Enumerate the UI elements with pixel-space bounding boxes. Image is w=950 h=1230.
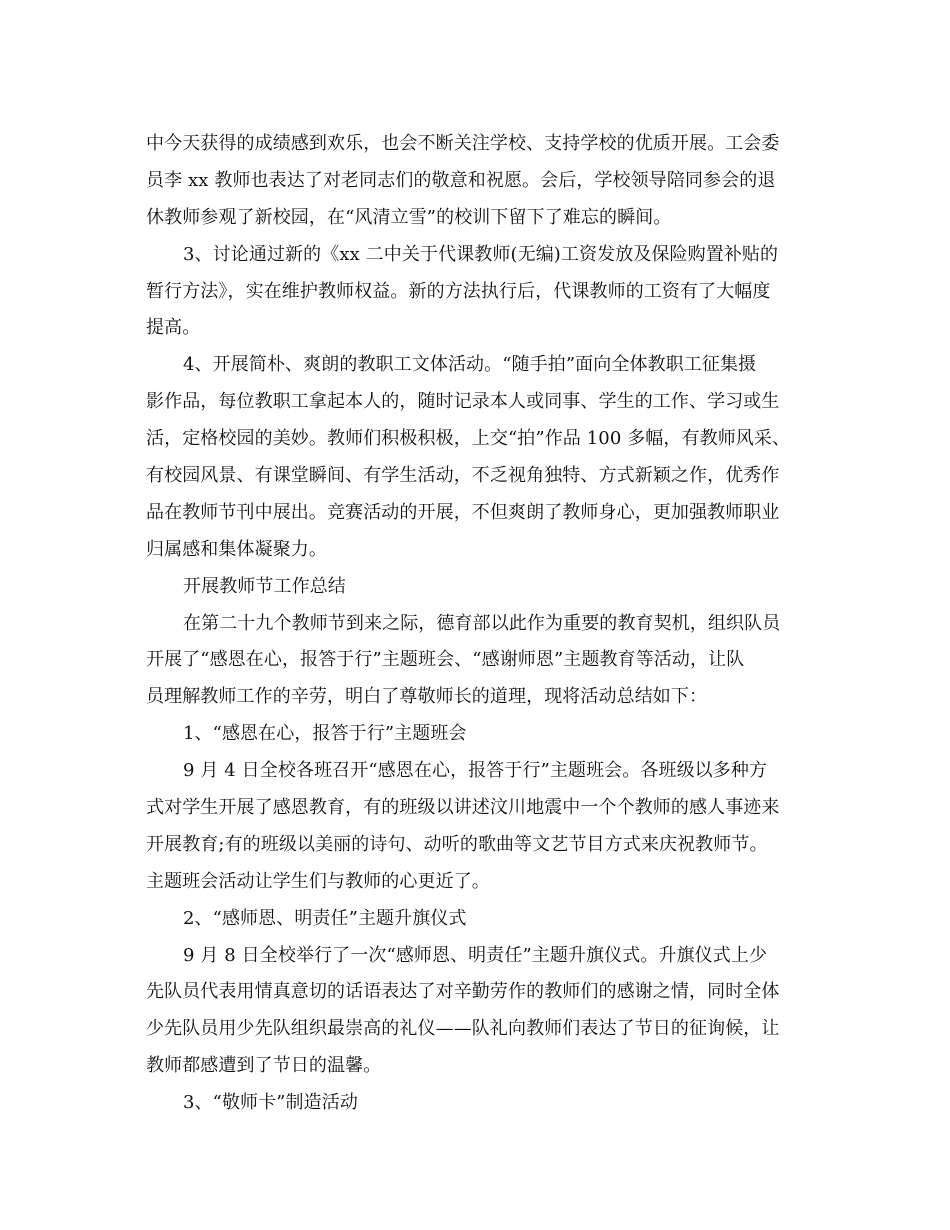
text-line: 中今天获得的成绩感到欢乐，也会不断关注学校、支持学校的优质开展。工会委	[146, 133, 780, 154]
text-line: 活，定格校园的美妙。教师们积极积极，上交“拍”作品 100 多幅，有教师风采、	[146, 428, 791, 450]
text-line: 主题班会活动让学生们与教师的心更近了。	[146, 870, 490, 892]
text-line: 在第二十九个教师节到来之际，德育部以此作为重要的教育契机，组织队员	[183, 612, 781, 634]
text-line: 4、开展简朴、爽朗的教职工文体活动。“随手拍”面向全体教职工征集摄	[183, 354, 757, 376]
text-line: 教师都感遭到了节日的温馨。	[146, 1055, 382, 1077]
text-line: 暂行方法》，实在维护教师权益。新的方法执行后，代课教师的工资有了大幅度	[146, 280, 771, 302]
subsection-heading: 3、“敬师卡”制造活动	[183, 1092, 358, 1114]
text-line: 9 月 8 日全校举行了一次“感师恩、明责任”主题升旗仪式。升旗仪式上少	[183, 944, 768, 966]
text-line: 3、讨论通过新的《xx 二中关于代课教师(无编)工资发放及保险购置补贴的	[183, 243, 779, 265]
text-line: 开展教育;有的班级以美丽的诗句、动听的歌曲等文艺节目方式来庆祝教师节。	[146, 833, 768, 855]
text-line: 品在教师节刊中展出。竞赛活动的开展，不但爽朗了教师身心，更加强教师职业	[146, 501, 780, 523]
text-line: 少先队员用少先队组织最崇高的礼仪——队礼向教师们表达了节日的征询候，让	[146, 1018, 780, 1040]
text-line: 开展了“感恩在心，报答于行”主题班会、“感谢师恩”主题教育等活动，让队	[146, 649, 745, 671]
text-line: 员理解教师工作的辛劳，明白了尊敬师长的道理，现将活动总结如下：	[146, 686, 708, 708]
section-heading: 开展教师节工作总结	[183, 575, 346, 597]
text-line: 9 月 4 日全校各班召开“感恩在心，报答于行”主题班会。各班级以多种方	[183, 760, 768, 782]
subsection-heading: 1、“感恩在心，报答于行”主题班会	[183, 723, 467, 745]
text-line: 先队员代表用情真意切的话语表达了对辛勤劳作的教师们的感谢之情，同时全体	[146, 981, 780, 1003]
subsection-heading: 2、“感师恩、明责任”主题升旗仪式	[183, 907, 467, 929]
text-line: 提高。	[146, 317, 201, 339]
text-line: 休教师参观了新校园，在“风清立雪”的校训下留下了难忘的瞬间。	[146, 206, 672, 228]
text-line: 影作品，每位教职工拿起本人的，随时记录本人或同事、学生的工作、学习或生	[146, 391, 780, 413]
document-body	[146, 126, 810, 1122]
text-line: 有校园风景、有课堂瞬间、有学生活动，不乏视角独特、方式新颖之作，优秀作	[146, 465, 780, 487]
text-line: 员李 xx 教师也表达了对老同志们的敬意和祝愿。会后，学校领导陪同参会的退	[146, 169, 776, 191]
text-line: 式对学生开展了感恩教育，有的班级以讲述汶川地震中一个个教师的感人事迹来	[146, 797, 780, 819]
text-line: 归属感和集体凝聚力。	[146, 538, 327, 560]
